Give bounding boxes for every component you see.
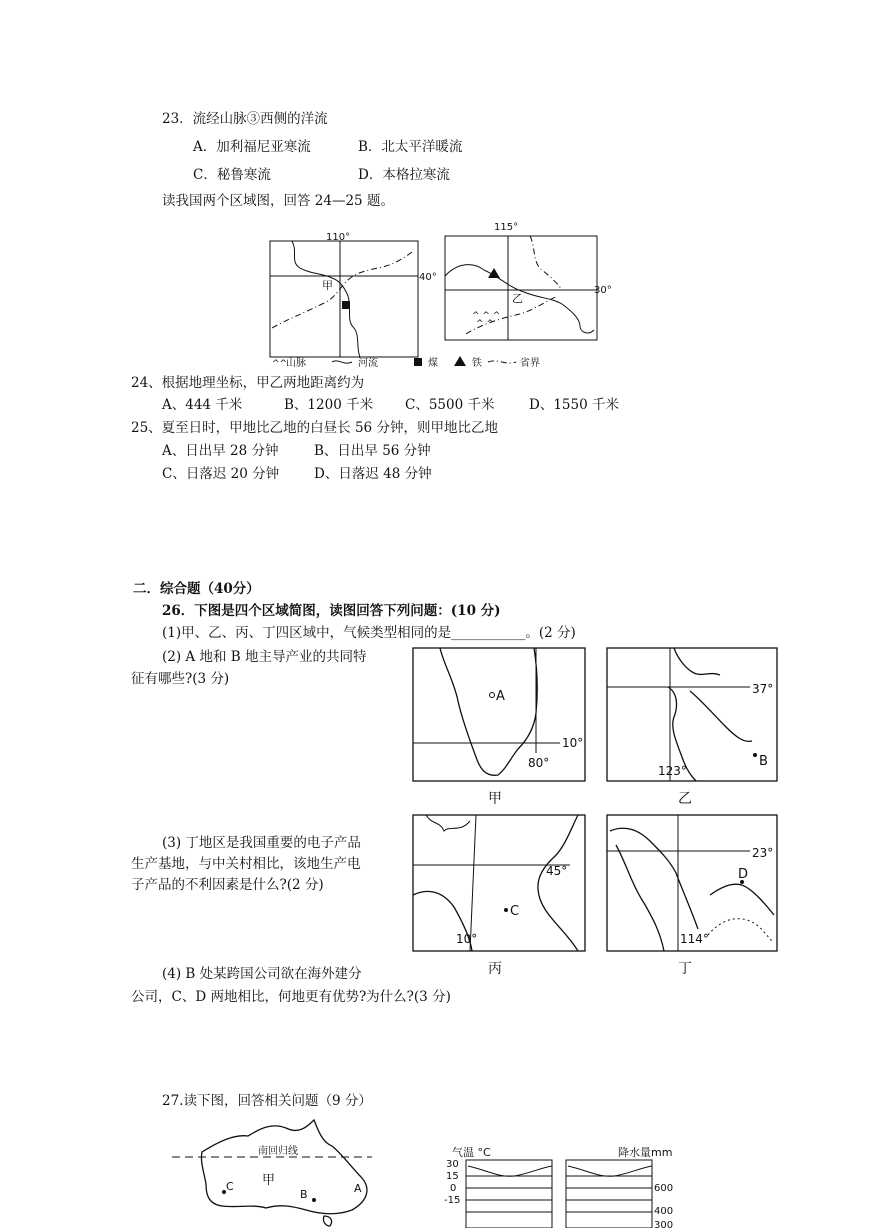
q23-option-c: C．秘鲁寒流 <box>193 167 271 183</box>
q26-part3-line3: 子产品的不利因素是什么?(2 分) <box>131 877 324 893</box>
right-lat-label: 30° <box>594 285 612 296</box>
temp-tick-30: 30 <box>446 1159 459 1170</box>
caption-ding: 丁 <box>678 961 692 977</box>
climate-charts <box>444 1145 673 1228</box>
q25-stem: 25、夏至日时，甲地比乙地的白昼长 56 分钟，则甲地比乙地 <box>131 420 498 436</box>
map-jia <box>413 648 585 807</box>
q25-option-c: C、日落迟 20 分钟 <box>162 466 280 482</box>
legend-river: 河流 <box>358 358 378 369</box>
q26-part3-line2: 生产基地，与中关村相比，该地生产电 <box>131 856 361 872</box>
map-yi <box>607 648 777 807</box>
q26-part4-line2: 公司，C、D 两地相比，何地更有优势?为什么?(3 分) <box>131 989 451 1005</box>
right-lon-label: 115° <box>494 222 519 233</box>
lat-ding: 23° <box>752 846 774 860</box>
legend-border: 省界 <box>520 358 540 369</box>
q24-option-c: C、5500 千米 <box>405 397 495 413</box>
rain-tick-300: 300 <box>654 1220 674 1228</box>
caption-yi: 乙 <box>678 791 692 807</box>
q24-option-d: D、1550 千米 <box>529 397 619 413</box>
q25-option-a: A、日出早 28 分钟 <box>162 443 279 459</box>
australia-map <box>172 1120 372 1226</box>
point-b: B <box>759 754 768 769</box>
q23-option-b: B．北太平洋暖流 <box>358 139 463 155</box>
point-a: A <box>496 689 505 704</box>
svg-text:^ ^: ^ ^ <box>476 319 494 329</box>
right-map-frame <box>445 236 597 340</box>
q23-stem: 23．流经山脉③西侧的洋流 <box>162 111 328 127</box>
svg-text:^^: ^^ <box>272 359 288 369</box>
lat-bing: 45° <box>546 864 568 878</box>
q26-part1: (1)甲、乙、丙、丁四区域中，气候类型相同的是___________。(2 分) <box>162 625 576 641</box>
caption-bing: 丙 <box>488 961 502 977</box>
temp-tick-15: 15 <box>446 1171 459 1182</box>
lat-yi: 37° <box>752 682 774 696</box>
rain-tick-600: 600 <box>654 1183 674 1194</box>
q26-stem: 26．下图是四个区域简图，读图回答下列问题：(10 分) <box>162 603 501 619</box>
q23-option-a: A．加利福尼亚寒流 <box>193 139 311 155</box>
legend-coal: 煤 <box>428 358 438 369</box>
q24-stem: 24、根据地理坐标，甲乙两地距离约为 <box>131 375 365 391</box>
point-a-27: A <box>354 1182 362 1195</box>
place-yi: 乙 <box>512 292 523 305</box>
q25-option-b: B、日出早 56 分钟 <box>314 443 431 459</box>
svg-text:^ ^ ^: ^ ^ ^ <box>472 311 501 321</box>
point-c-27: C <box>226 1180 234 1193</box>
caption-jia: 甲 <box>488 791 502 807</box>
q27-stem: 27.读下图，回答相关问题（9 分） <box>162 1093 372 1109</box>
q26-part2-line1: (2) A 地和 B 地主导产业的共同特 <box>162 649 367 665</box>
q24-option-b: B、1200 千米 <box>284 397 374 413</box>
q26-part3-line1: (3) 丁地区是我国重要的电子产品 <box>162 835 361 851</box>
lon-bing: 10° <box>456 932 478 946</box>
q26-part4-line1: (4) B 处某跨国公司欲在海外建分 <box>162 966 362 982</box>
point-b-27: B <box>300 1188 308 1201</box>
left-lon-label: 110° <box>326 232 351 243</box>
q26-part2-line2: 征有哪些?(3 分) <box>131 671 230 687</box>
map-ding <box>607 815 777 977</box>
lon-ding: 114° <box>680 932 709 946</box>
point-d: D <box>738 867 749 882</box>
lon-jia: 80° <box>528 756 550 770</box>
rain-title: 降水量mm <box>618 1146 673 1159</box>
temp-title: 气温 °C <box>452 1146 491 1159</box>
temp-tick-neg15: -15 <box>444 1195 461 1206</box>
q24-option-a: A、444 千米 <box>162 397 243 413</box>
point-c: C <box>510 904 520 919</box>
lat-jia: 10° <box>562 736 584 750</box>
legend-iron: 铁 <box>472 358 482 369</box>
tropic-label: 南回归线 <box>258 1146 298 1157</box>
rain-tick-400: 400 <box>654 1206 674 1217</box>
left-lat-label: 40° <box>419 272 437 283</box>
intro-24-25: 读我国两个区域图，回答 24—25 题。 <box>162 193 394 209</box>
q23-option-d: D．本格拉寒流 <box>358 167 450 183</box>
lon-yi: 123° <box>658 764 687 778</box>
map-place-jia: 甲 <box>262 1173 276 1188</box>
four-regions-figure <box>410 645 780 985</box>
china-regions-figure <box>262 218 612 370</box>
section-heading: 二．综合题（40分） <box>133 581 260 597</box>
place-jia: 甲 <box>322 279 333 292</box>
coal-symbol <box>342 301 350 309</box>
map-bing <box>413 815 585 977</box>
temp-tick-0: 0 <box>450 1183 457 1194</box>
legend-mountain: 山脉 <box>286 358 306 369</box>
left-map-frame <box>270 241 418 357</box>
q25-option-d: D、日落迟 48 分钟 <box>314 466 432 482</box>
q27-figure <box>166 1112 706 1228</box>
